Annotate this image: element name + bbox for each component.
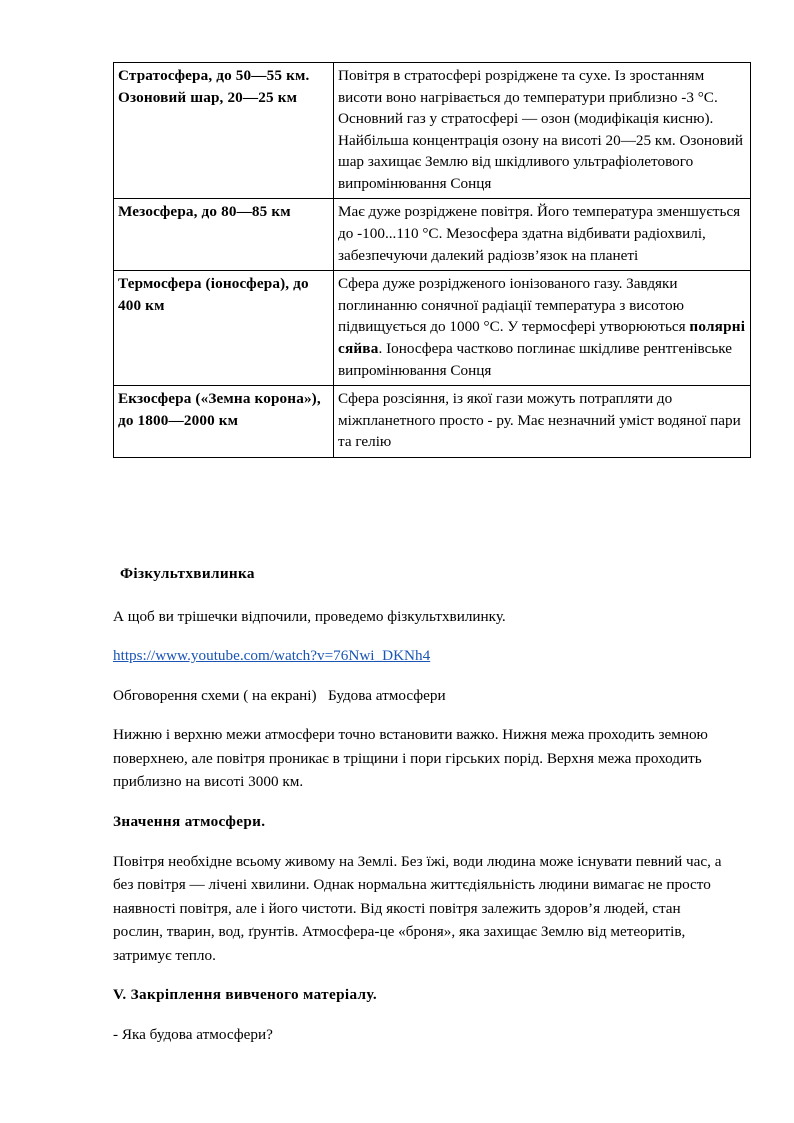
layer-description-cell — [334, 199, 751, 271]
document-body — [113, 562, 723, 1060]
description-text-cont: . Іоносфера частково поглинає шкідливе рентгенівське випромінювання Сонця — [338, 339, 733, 379]
video-link-paragraph — [113, 644, 723, 668]
question-item: - Яка будова атмосфери? — [113, 1025, 273, 1043]
atmosphere-boundaries-paragraph: Нижню і верхню межи атмосфери точно встановити важко. Нижня межа проходить земною поверхнею, але повітря проникає в тріщини і пори гірських порід. Верхня межа проходить приблизно на висоті 3000 км. — [113, 726, 708, 791]
youtube-video-link[interactable]: https://www.youtube.com/watch?v=76Nwi_DKNh4 — [113, 647, 431, 665]
layer-name-cell: Екзосфера («Земна корона»), до 1800—2000 км — [114, 386, 334, 458]
significance-heading: Значення атмосфери. — [113, 812, 266, 830]
description-emphasis: полярні сяйва — [338, 318, 746, 357]
table-row — [114, 271, 751, 386]
atmosphere-layers-table — [113, 62, 751, 458]
significance-paragraph: Повітря необхідне всьому живому на Землі. Без їжі, води людина може існувати певний час, а без повітря — лічені хвилини. Однак нормальна життєдіяльність людини вимагає не просто наявності повітря, але і його чистоти. Від якості повітря залежить здоров’я людей, стан рослин, тварин, вод, ґрунтів. Атмосфера-це «броня», яка захищає Землю від метеоритів, затримує тепло. — [113, 852, 722, 964]
layer-name-cell: Мезосфера, до 80—85 км — [114, 199, 334, 271]
layer-name-cell: Стратосфера, до 50—55 км. Озоновий шар, 20—25 км — [114, 63, 334, 199]
table-row — [114, 63, 751, 199]
layer-name-cell: Термосфера (іоносфера), до 400 км — [114, 271, 334, 386]
layer-description-cell — [334, 271, 751, 386]
description-text: Сфера розсіяння, із якої гази можуть потрапляти до міжпланетного просто - ру. Має незначний уміст водяної пари та гелію — [338, 390, 741, 451]
description-text: Сфера дуже розрідженого іонізованого газу. Завдяки поглинанню сонячної радіації температура з висотою підвищується до 1000 °C. У термосфері утворюються — [338, 275, 690, 336]
fizkultkhvylynka-text: А щоб ви трішечки відпочили, проведемо фізкультхвилинку. — [113, 607, 506, 625]
discussion-line: Обговорення схеми ( на екрані) Будова атмосфери — [113, 686, 446, 704]
layer-description-cell — [334, 386, 751, 458]
table-row — [114, 199, 751, 271]
section-v-heading: V. Закріплення вивченого матеріалу. — [113, 986, 377, 1004]
description-text: Повітря в стратосфері розріджене та сухе. Із зростанням висоти воно нагрівається до температури приблизно -3 °C. Основний газ у стратосфері — озон (модифікація кисню). Найбільша концентрація озону на висоті 20—25 км. Озоновий шар захищає Землю від шкідливого ультрафіолетового випромінювання Сонця — [338, 67, 744, 192]
description-text: Має дуже розріджене повітря. Його температура зменшується до -100...110 °C. Мезосфера здатна відбивати радіохвилі, забезпечуючи далекий радіозв’язок на планеті — [338, 203, 741, 264]
layer-description-cell — [334, 63, 751, 199]
table-body — [114, 63, 751, 458]
fizkultkhvylynka-heading: Фізкультхвилинка — [120, 565, 255, 582]
table-row — [114, 386, 751, 458]
